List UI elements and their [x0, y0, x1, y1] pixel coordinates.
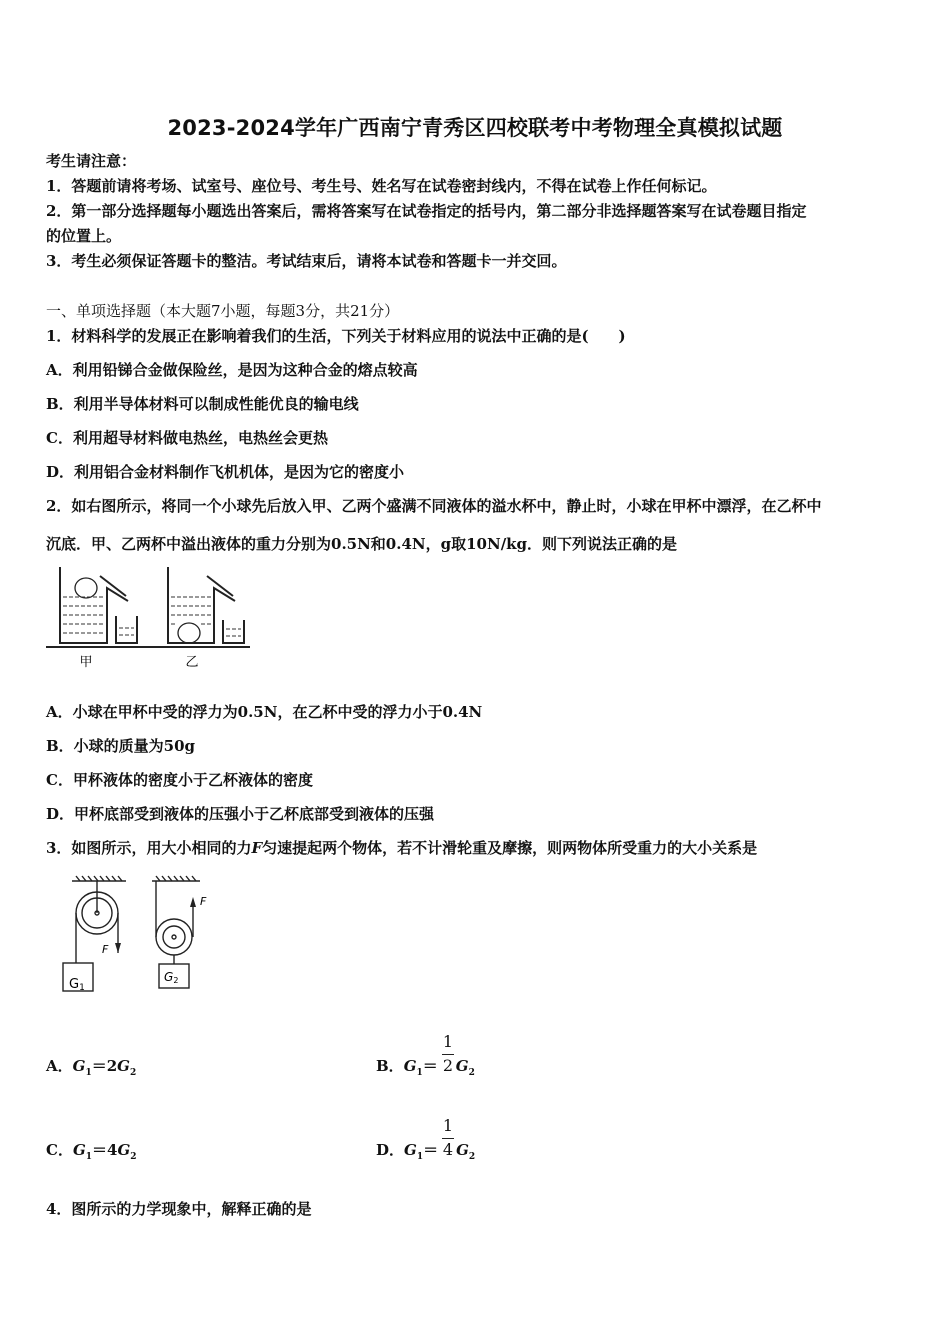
pulley-figure	[56, 873, 216, 999]
q4-stem: 4．图所示的力学现象中，解释正确的是	[46, 1200, 312, 1218]
q1-stem: 1．材料科学的发展正在影响着我们的生活，下列关于材料应用的说法中正确的是( )	[46, 327, 626, 345]
q3-d-denominator: 4	[442, 1140, 454, 1159]
cup-label-jia: 甲	[79, 655, 93, 670]
q3-stem-part-b: 匀速提起两个物体，若不计滑轮重及摩擦，则两物体所受重力的大小关系是	[262, 839, 758, 857]
section-heading: 一、单项选择题（本大题7小题，每题3分，共21分）	[46, 302, 400, 320]
q2-option-a: A．小球在甲杯中受的浮力为0.5N，在乙杯中受的浮力小于0.4N	[46, 703, 483, 721]
notice-heading: 考生请注意：	[46, 152, 137, 170]
q3-b-denominator: 2	[442, 1056, 454, 1075]
q3-b-numerator: 1	[442, 1032, 454, 1051]
q3-option-c: C．$G_1=4G_2$	[46, 1141, 137, 1162]
force-arrow-up	[190, 897, 196, 907]
weight-label-g2: G2	[164, 970, 179, 985]
notice-item-2: 2．第一部分选择题每小题选出答案后，需将答案写在试卷指定的括号内，第二部分非选择题答案写在试卷题目指定	[46, 202, 807, 220]
q3-option-b: B．$G_1= G_2$	[376, 1057, 475, 1078]
q1-option-a: A．利用铅锑合金做保险丝，是因为这种合金的熔点较高	[46, 361, 418, 379]
cup-label-yi: 乙	[185, 655, 199, 670]
q1-option-c: C．利用超导材料做电热丝，电热丝会更热	[46, 429, 328, 447]
q2-option-b: B．小球的质量为50g	[46, 737, 196, 755]
force-label-2: F	[200, 895, 207, 908]
force-arrow-down	[115, 943, 121, 953]
q3-d-numerator: 1	[442, 1116, 454, 1135]
q3-option-d: D．$G_1= G_2$	[376, 1141, 476, 1162]
q2-option-d: D．甲杯底部受到液体的压强小于乙杯底部受到液体的压强	[46, 805, 435, 823]
notice-item-1: 1．答题前请将考场、试室号、座位号、考生号、姓名写在试卷密封线内，不得在试卷上作任何标记。	[46, 177, 717, 195]
sunk-ball	[178, 623, 200, 643]
overflow-cups-figure	[44, 562, 254, 672]
q2-stem-line1: 2．如右图所示，将同一个小球先后放入甲、乙两个盛满不同液体的溢水杯中，静止时，小球在甲杯中漂浮，在乙杯中	[46, 497, 822, 515]
weight-label-g1: G1	[69, 977, 85, 993]
q1-option-b: B．利用半导体材料可以制成性能优良的输电线	[46, 395, 359, 413]
q3-stem-force: F	[251, 839, 263, 857]
notice-item-2-cont: 的位置上。	[46, 227, 122, 245]
page-title: 2023-2024学年广西南宁青秀区四校联考中考物理全真模拟试题	[167, 116, 783, 140]
notice-item-3: 3．考生必须保证答题卡的整洁。考试结束后，请将本试卷和答题卡一并交回。	[46, 252, 567, 270]
force-label-1: F	[102, 943, 109, 956]
floating-ball	[75, 578, 97, 598]
q3-stem	[46, 839, 757, 857]
q2-stem-line2: 沉底．甲、乙两杯中溢出液体的重力分别为0.5N和0.4N，g取10N/kg．则下列说法正确的是	[46, 535, 678, 553]
q2-option-c: C．甲杯液体的密度小于乙杯液体的密度	[46, 771, 313, 789]
q1-option-d: D．利用铝合金材料制作飞机机体，是因为它的密度小	[46, 463, 405, 481]
q3-option-a: A．$G_1=2G_2$	[46, 1057, 137, 1078]
q3-b-fraction-bar	[442, 1054, 454, 1055]
q3-stem-part-a: 3．如图所示，用大小相同的力	[46, 839, 252, 857]
q3-d-fraction-bar	[442, 1138, 454, 1139]
